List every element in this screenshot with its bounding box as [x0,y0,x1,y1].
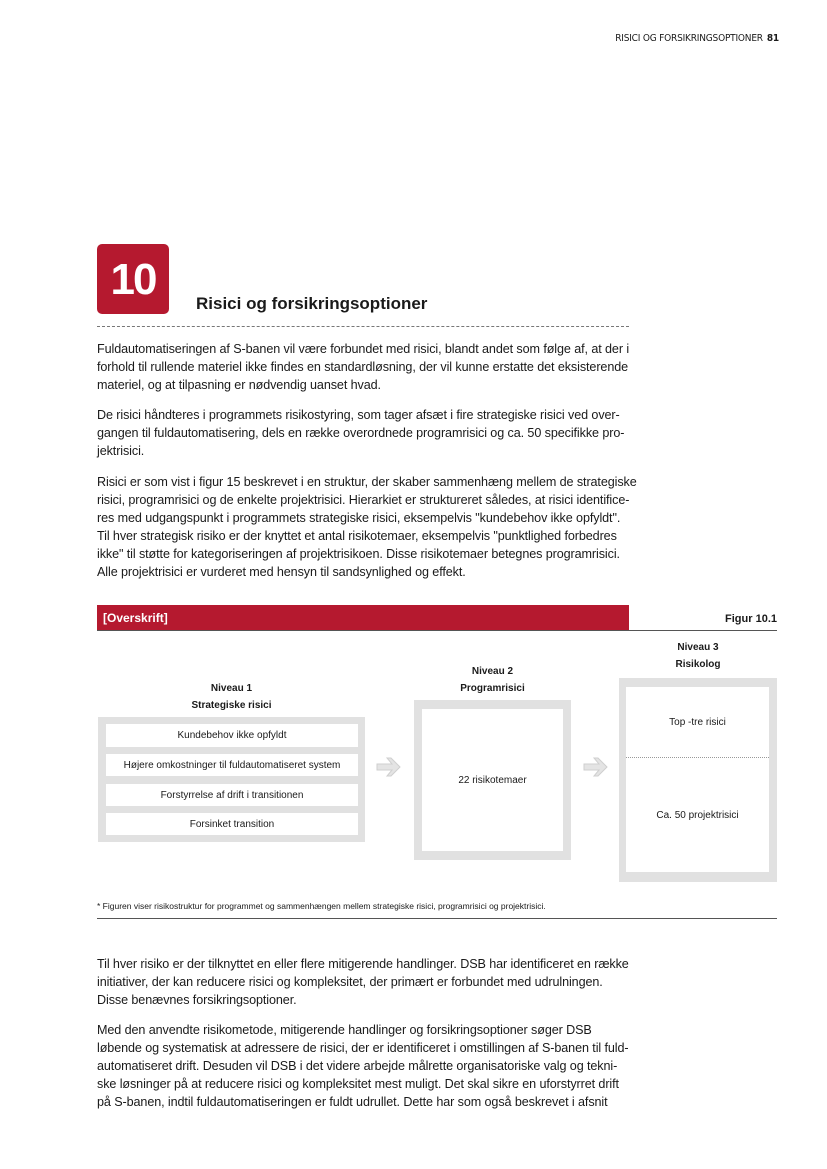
level2-title: Programrisici [460,683,525,694]
text-line: Til hver risiko er der tilknyttet en eller flere mitigerende handlinger. DSB har identificeret en række [97,957,629,971]
arrow-right-icon [583,756,609,778]
text-line: Disse benævnes forsikringsoptioner. [97,993,297,1007]
figure-heading: [Overskrift] [97,605,629,630]
paragraph [97,1021,628,1111]
text-line: Alle projektrisici er vurderet med hensyn til sandsynlighed og effekt. [97,565,466,579]
top-risks: Top -tre risici [626,687,769,758]
text-line: automatiseret drift. Desuden vil DSB i det videre arbejde målrette organisatoriske valg og tekni- [97,1059,618,1073]
paragraph [97,406,624,460]
text-line: Risici er som vist i figur 15 beskrevet i en struktur, der skaber sammenhæng mellem de strategiske [97,475,637,489]
running-header [615,33,779,44]
text-line: Til hver strategisk risiko er der knyttet et antal risikotemaer, eksempelvis "punktlighed forbedres [97,529,617,543]
strategic-risk-item: Kundebehov ikke opfyldt [106,724,358,747]
text-line: på S-banen, indtil fuldautomatiseringen er fuldt udrullet. Dette har som også beskrevet i afsnit [97,1095,608,1109]
text-line: ske løsninger på at reducere risici og kompleksitet mest muligt. Det skal sikre en uforstyrret drift [97,1077,619,1091]
footnote-rule [97,918,777,919]
text-line: Fuldautomatiseringen af S-banen vil være forbundet med risici, blandt andet som følge af, at der i [97,342,630,356]
text-line: jektrisici. [97,444,145,458]
text-line: ikke" til støtte for kategoriseringen af projektrisikoen. Disse risikotemaer betegnes programrisici. [97,547,620,561]
level1-box [98,717,365,842]
arrow-right-icon [376,756,402,778]
level3-box [619,678,777,882]
text-line: initiativer, der kan reducere risici og kompleksitet, der primært er forbundet med udrulningen. [97,975,603,989]
text-line: materiel, og at tilpasning er nødvendig uanset hvad. [97,378,381,392]
text-line: De risici håndteres i programmets risikostyring, som tager afsæt i fire strategiske risici ved over- [97,408,620,422]
project-risks: Ca. 50 projektrisici [626,758,769,872]
text-line: løbende og systematisk at adressere de risici, der er identificeret i omstillingen af S-banen til fuld- [97,1041,629,1055]
level2-label [414,666,571,694]
figure-label: Figur 10.1 [725,613,777,625]
level2-level: Niveau 2 [471,666,514,677]
divider [97,326,629,327]
level2-box [414,700,571,860]
level1-label [98,683,365,711]
level1-level: Niveau 1 [210,683,253,694]
paragraph [97,955,629,1009]
level1-title: Strategiske risici [191,700,272,711]
level3-level: Niveau 3 [677,642,719,653]
figure-rule [97,630,777,631]
figure-footnote: * Figuren viser risikostruktur for programmet og sammenhængen mellem strategiske risici, programrisici og projektrisici. [97,901,546,911]
text-line: res med udgangspunkt i programmets strategiske risici, eksempelvis "kundebehov ikke opfyldt". [97,511,621,525]
text-line: risici, programrisici og de enkelte projektrisici. Hierarkiet er struktureret således, at risici identifice- [97,493,630,507]
paragraph [97,340,629,394]
strategic-risk-item: Forsinket transition [106,813,358,835]
paragraph [97,473,637,581]
header-section: RISICI OG FORSIKRINGSOPTIONER [615,33,763,44]
level3-label [619,642,777,670]
strategic-risk-item: Forstyrrelse af drift i transitionen [106,784,358,806]
text-line: gangen til fuldautomatisering, dels en række overordnede programrisici og ca. 50 specifikke pro- [97,426,625,440]
page-number: 81 [766,33,779,44]
program-risk-content: 22 risikotemaer [422,709,563,851]
strategic-risk-item: Højere omkostninger til fuldautomatiseret system [106,754,358,776]
text-line: forhold til rullende materiel ikke findes en standardløsning, der vil kunne erstatte det eksisterende [97,360,629,374]
chapter-number: 10 [97,244,169,314]
chapter-title: Risici og forsikringsoptioner [196,294,428,313]
level3-title: Risikolog [675,659,721,670]
text-line: Med den anvendte risikometode, mitigerende handlinger og forsikringsoptioner søger DSB [97,1023,592,1037]
